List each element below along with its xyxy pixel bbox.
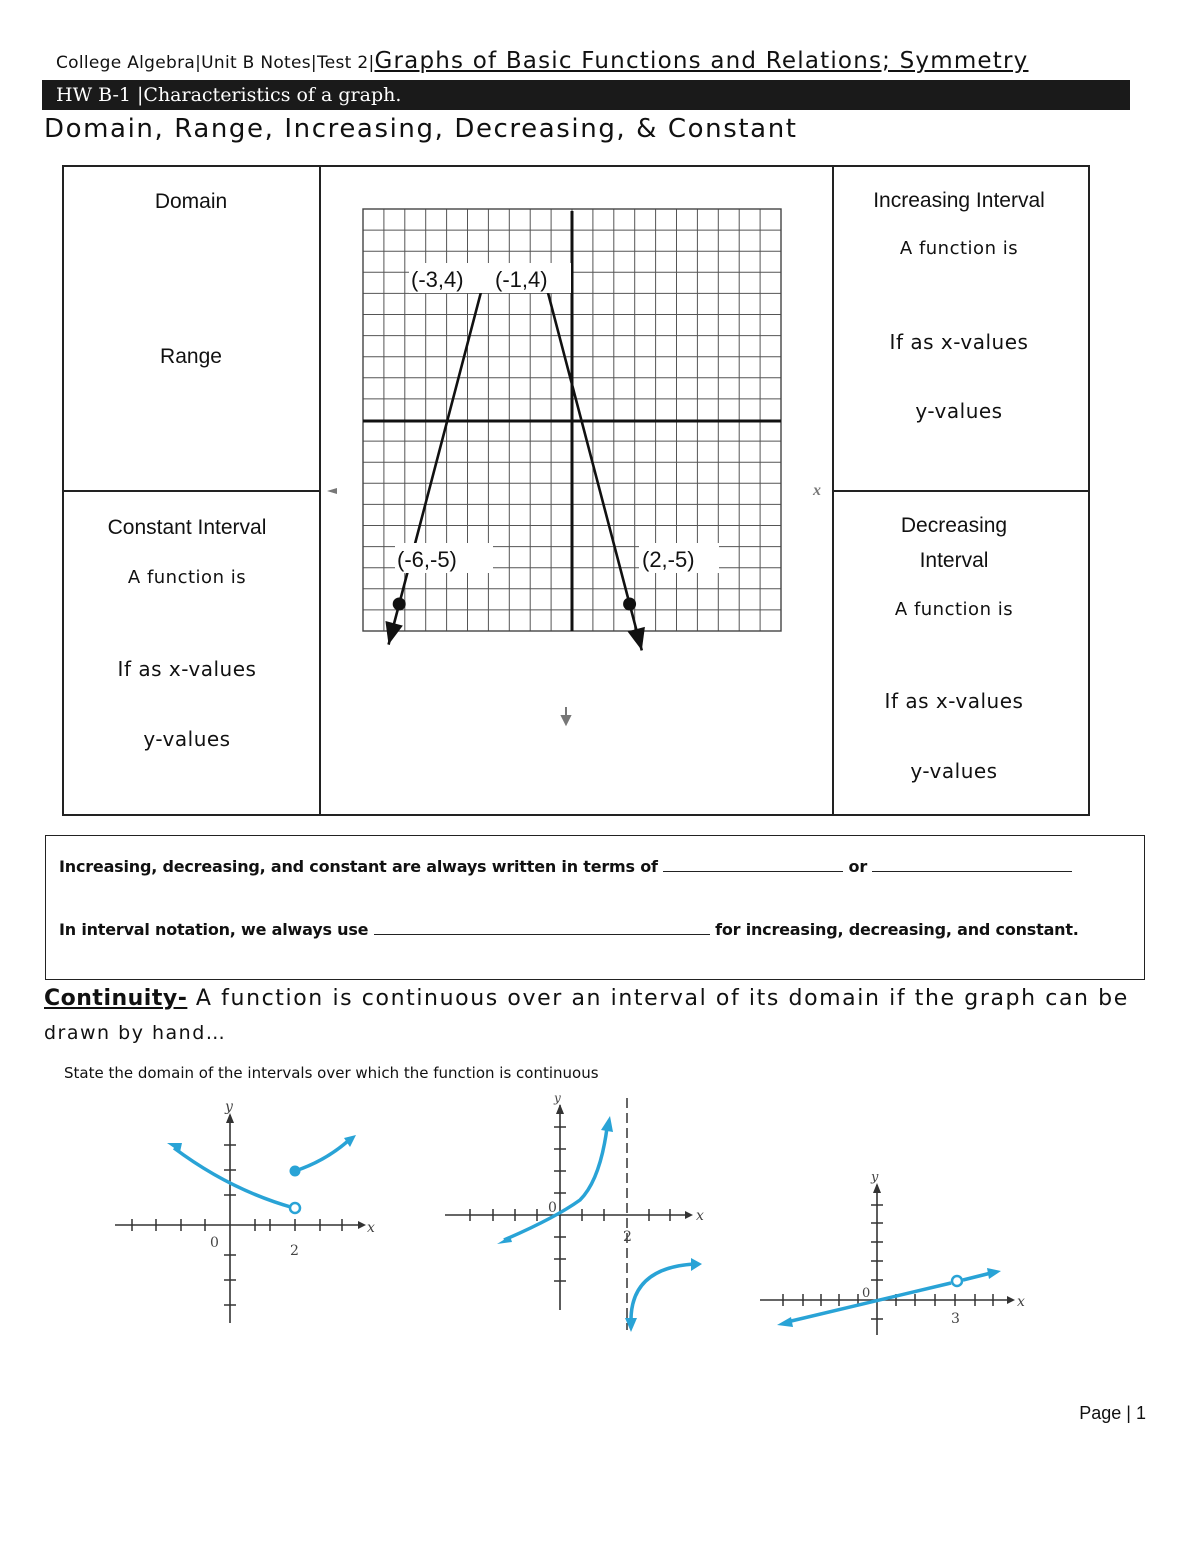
topic-title: Graphs of Basic Functions and Relations; Symmetry xyxy=(374,48,1029,74)
g1-tick-label: 2 xyxy=(290,1243,299,1259)
faint-left-arrow xyxy=(327,488,337,494)
decreasing-heading-1: Decreasing xyxy=(900,514,1008,537)
g3-y-label: y xyxy=(871,1170,879,1185)
g2-y-label: y xyxy=(554,1091,561,1105)
blank-1b xyxy=(872,871,1072,872)
increasing-y-values: y-values xyxy=(915,399,1003,423)
header-line xyxy=(56,48,1028,74)
course-label: College Algebra|Unit B Notes|Test 2| xyxy=(56,53,375,73)
note-line-2-text-b: for increasing, decreasing, and constant. xyxy=(715,920,1079,939)
g2-left-branch xyxy=(504,1128,607,1240)
g2-x-arrowhead xyxy=(685,1211,693,1219)
page-number: Page | 1 xyxy=(1079,1403,1146,1423)
increasing-if-x: If as x-values xyxy=(889,330,1029,354)
g2-left-arrowhead xyxy=(497,1236,512,1244)
g1-right-curve xyxy=(295,1141,348,1171)
g2-top-arrowhead xyxy=(601,1116,613,1132)
continuity-instruction: State the domain of the intervals over which the function is continuous xyxy=(64,1064,599,1082)
label-2-neg5: (2,-5) xyxy=(642,547,695,572)
continuity-graph-2 xyxy=(440,1090,720,1350)
note-or: or xyxy=(848,857,868,876)
g3-x-label: x xyxy=(1017,1294,1025,1310)
continuity-graph-3 xyxy=(755,1165,1030,1340)
note-line-1 xyxy=(59,857,1072,876)
constant-if-x: If as x-values xyxy=(117,657,257,681)
g3-left-arrowhead xyxy=(777,1317,793,1327)
constant-heading: Constant Interval xyxy=(107,516,267,539)
g3-open-point xyxy=(952,1276,962,1286)
main-graph xyxy=(321,167,831,814)
section-title: Domain, Range, Increasing, Decreasing, & Constant xyxy=(44,114,798,144)
g3-tick-label: 3 xyxy=(951,1311,960,1327)
g1-y-label: y xyxy=(225,1099,233,1115)
faint-down-arrow xyxy=(562,707,570,724)
domain-heading: Domain xyxy=(154,190,228,213)
note-line-2 xyxy=(59,920,1079,939)
constant-y-values: y-values xyxy=(143,727,231,751)
decreasing-if-x: If as x-values xyxy=(884,689,1024,713)
decreasing-heading-2: Interval xyxy=(919,549,989,572)
g2-right-branch xyxy=(631,1264,694,1322)
g1-origin-label: 0 xyxy=(210,1235,219,1251)
constant-function-is: A function is xyxy=(127,567,247,588)
continuity-graph-1 xyxy=(110,1095,380,1330)
g3-right-arrowhead xyxy=(987,1268,1001,1279)
g2-y-arrowhead xyxy=(556,1104,564,1114)
label-neg1-4: (-1,4) xyxy=(495,267,548,292)
g2-origin-label: 0 xyxy=(548,1200,557,1216)
continuity-text-2: drawn by hand… xyxy=(44,1022,227,1044)
continuity-line-1 xyxy=(44,986,1129,1011)
label-neg3-4: (-3,4) xyxy=(411,267,464,292)
increasing-heading: Increasing Interval xyxy=(873,189,1045,212)
g2-tick-label: 2 xyxy=(623,1229,632,1245)
point-2-neg5 xyxy=(623,598,636,611)
table-divider-right-h xyxy=(832,490,1090,492)
g3-line-right xyxy=(963,1273,991,1280)
blank-2 xyxy=(374,934,710,935)
faint-x-label: x xyxy=(813,482,821,499)
g2-x-label: x xyxy=(696,1208,704,1224)
note-line-2-text-a: In interval notation, we always use xyxy=(59,920,369,939)
increasing-function-is: A function is xyxy=(899,238,1019,259)
continuity-term: Continuity- xyxy=(44,986,188,1011)
g1-left-arrowhead xyxy=(167,1143,182,1152)
label-neg6-neg5: (-6,-5) xyxy=(397,547,457,572)
g3-origin-label: 0 xyxy=(862,1286,871,1301)
hw-bar: HW B-1 |Characteristics of a graph. xyxy=(42,80,1130,110)
g1-x-label: x xyxy=(367,1220,375,1236)
range-heading: Range xyxy=(160,345,222,368)
g1-open-point xyxy=(290,1203,300,1213)
g1-x-arrowhead xyxy=(358,1221,366,1229)
g2-right-arrowhead xyxy=(691,1258,702,1271)
blank-1a xyxy=(663,871,843,872)
table-divider-left-h xyxy=(62,490,320,492)
decreasing-function-is: A function is xyxy=(894,599,1014,620)
note-line-1-text: Increasing, decreasing, and constant are always written in terms of xyxy=(59,857,658,876)
decreasing-y-values: y-values xyxy=(910,759,998,783)
point-neg6-neg5 xyxy=(393,598,406,611)
continuity-text-1: A function is continuous over an interval of its domain if the graph can be xyxy=(187,986,1129,1011)
g3-x-arrowhead xyxy=(1007,1296,1015,1304)
left-arrowhead xyxy=(385,621,402,645)
g1-left-curve xyxy=(174,1148,294,1208)
